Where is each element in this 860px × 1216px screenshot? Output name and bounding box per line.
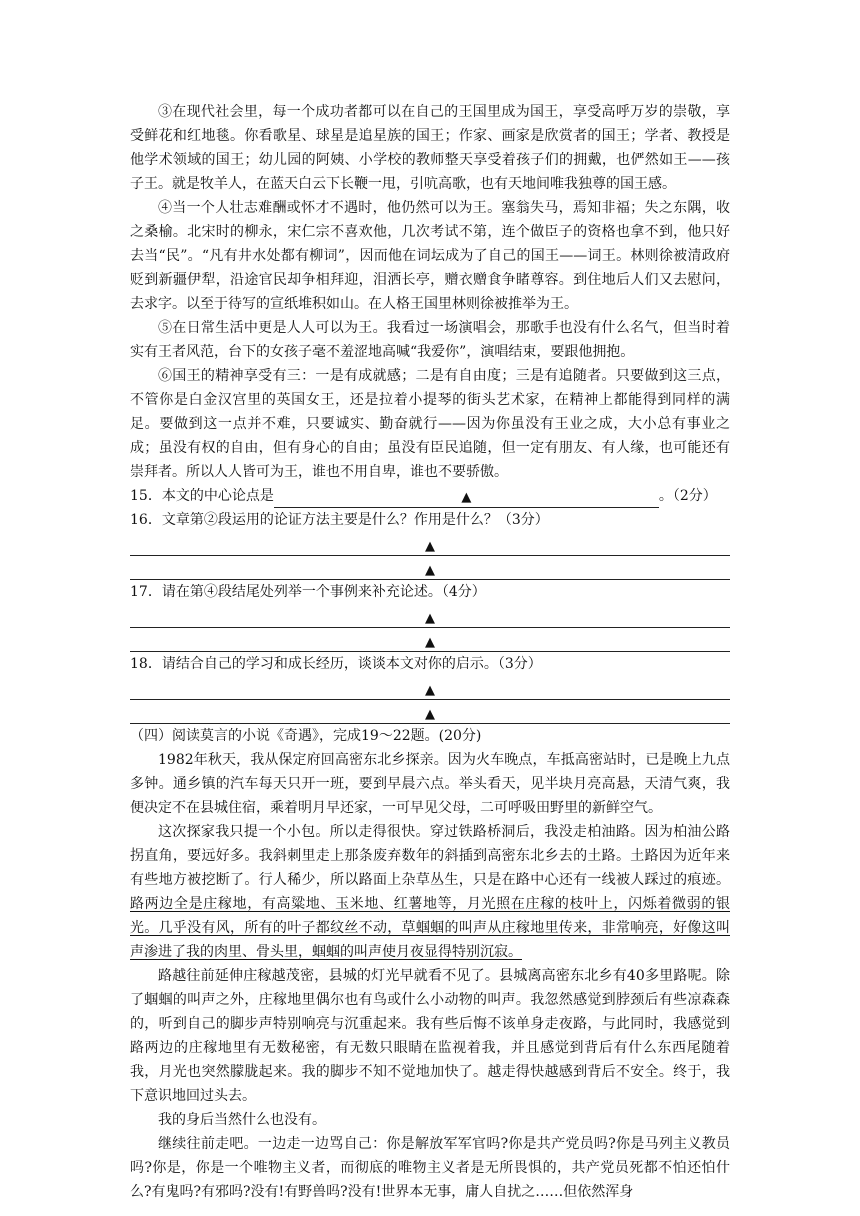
question-17: 17．请在第④段结尾处列举一个事例来补充论述。（4分）	[130, 584, 486, 600]
story-paragraph-1: 1982年秋天，我从保定府回高密东北乡探亲。因为火车晚点，车抵高密站时，已是晚上九点多钟。通乡镇的汽车每天只开一班，要到早晨六点。举头看天，见半块月亮高悬，天清气爽，我便决定不在县城住宿，乘着明月早还家，一可早见父母，二可呼吸田野里的新鲜空气。	[130, 752, 730, 816]
paragraph-4: ④当一个人壮志难酬或怀才不遇时，他仍然可以为王。塞翁失马，焉知非福；失之东隅，收之桑榆。北宋时的柳永，宋仁宗不喜欢他，几次考试不第，连个做臣子的资格也拿不到，他只好去当“民”。“凡有井水处都有柳词”，因而他在词坛成为了自己的国王——词王。林则徐被清政府贬到新疆伊犁，沿途官民却争相拜迎，泪洒长亭，赠衣赠食争睹尊容。到住地后人们又去慰问，去求字。以至于待写的宣纸堆积如山。在人格王国里林则徐被推举为王。	[130, 200, 730, 312]
triangle-marker: ▲	[425, 611, 435, 626]
answer-line[interactable]	[130, 628, 730, 652]
story-paragraph-4: 我的身后当然什么也没有。	[158, 1112, 326, 1128]
answer-line[interactable]	[130, 700, 730, 724]
question-15-prefix: 15．本文的中心论点是	[130, 488, 274, 504]
underlined-passage: 路两边全是庄稼地，有高粱地、玉米地、红薯地等，月光照在庄稼的枝叶上，闪烁着微弱的银光。几乎没有风，所有的叶子都纹丝不动，草蝈蝈的叫声从庄稼地里传来，非常响亮，好像这叫声渗进了我的肉里、骨头里，蝈蝈的叫声使月夜显得特别沉寂。	[130, 896, 730, 960]
answer-blank-15[interactable]	[274, 489, 659, 508]
triangle-marker: ▲	[425, 683, 435, 698]
story-paragraph-2	[130, 820, 730, 964]
triangle-marker: ▲	[425, 707, 435, 722]
story-paragraph-3: 路越往前延伸庄稼越茂密，县城的灯光早就看不见了。县城离高密东北乡有40多里路呢。除了蝈蝈的叫声之外，庄稼地里偶尔也有鸟或什么小动物的叫声。我忽然感觉到脖颈后有些凉森森的，听到自己的脚步声特别响亮与沉重起来。我有些后悔不该单身走夜路，与此同时，我感觉到路两边的庄稼地里有无数秘密，有无数只眼睛在监视着我，并且感觉到背后有什么东西尾随着我，月光也突然朦胧起来。我的脚步不知不觉地加快了。越走得快越感到背后不安全。终于，我下意识地回过头去。	[130, 968, 730, 1104]
question-16: 16．文章第②段运用的论证方法主要是什么？作用是什么？（3分）	[130, 512, 549, 528]
question-18: 18．请结合自己的学习和成长经历，谈谈本文对你的启示。（3分）	[130, 656, 542, 672]
story-paragraph-2-text: 这次探家我只提一个小包。所以走得很快。穿过铁路桥洞后，我没走柏油路。因为柏油公路拐直角，要远好多。我斜刺里走上那条废弃数年的斜插到高密东北乡去的土路。土路因为近年来有些地方被挖断了。行人稀少，所以路面上杂草丛生，只是在路中心还有一线被人踩过的痕迹。	[130, 824, 730, 888]
exam-page	[130, 100, 730, 1204]
question-15	[130, 484, 730, 508]
paragraph-5: ⑤在日常生活中更是人人可以为王。我看过一场演唱会，那歌手也没有什么名气，但当时着实有王者风范，台下的女孩子毫不羞涩地高喊“我爱你”，演唱结束，要跟他拥抱。	[130, 320, 730, 360]
triangle-marker: ▲	[425, 539, 435, 554]
story-paragraph-5: 继续往前走吧。一边走一边骂自己：你是解放军军官吗?你是共产党员吗?你是马列主义教员吗?你是，你是一个唯物主义者，而彻底的唯物主义者是无所畏惧的，共产党员死都不怕还怕什么?有鬼吗?有邪吗?没有!有野兽吗?没有!世界本无事，庸人自扰之……但依然浑身	[130, 1136, 730, 1200]
answer-line[interactable]	[130, 604, 730, 628]
answer-line[interactable]	[130, 532, 730, 556]
answer-line[interactable]	[130, 556, 730, 580]
paragraph-3: ③在现代社会里，每一个成功者都可以在自己的王国里成为国王，享受高呼万岁的崇敬，享受鲜花和红地毯。你看歌星、球星是追星族的国王；作家、画家是欣赏者的国王；学者、教授是他学术领域的国王；幼儿园的阿姨、小学校的教师整天享受着孩子们的拥戴，也俨然如王——孩子王。就是牧羊人，在蓝天白云下长鞭一甩，引吭高歌，也有天地间唯我独尊的国王感。	[130, 104, 730, 192]
triangle-marker: ▲	[461, 490, 472, 505]
triangle-marker: ▲	[425, 635, 435, 650]
answer-line[interactable]	[130, 676, 730, 700]
section-4-heading: （四）阅读莫言的小说《奇遇》，完成19～22题。(20分)	[130, 728, 482, 744]
paragraph-6: ⑥国王的精神享受有三：一是有成就感；二是有自由度；三是有追随者。只要做到这三点，不管你是白金汉宫里的英国女王，还是拉着小提琴的街头艺术家，在精神上都能得到同样的满足。要做到这一点并不难，只要诚实、勤奋就行——因为你虽没有王业之成，大小总有事业之成；虽没有权的自由，但有身心的自由；虽没有臣民追随，但一定有朋友、有人缘，也可能还有崇拜者。所以人人皆可为王，谁也不用自卑，谁也不要骄傲。	[130, 368, 730, 480]
question-15-suffix: 。（2分）	[658, 488, 717, 504]
triangle-marker: ▲	[425, 563, 435, 578]
